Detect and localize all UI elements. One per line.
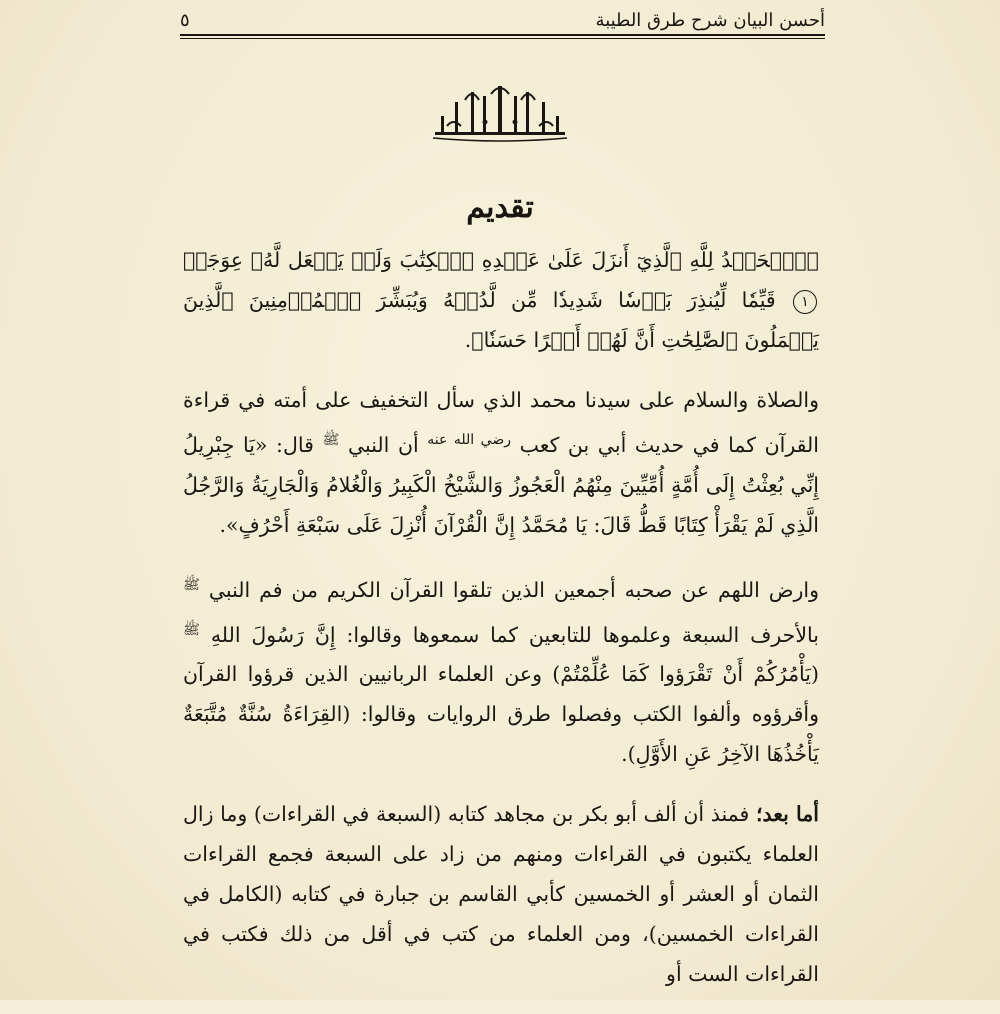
honorific-salawat: ﷺ [183,621,200,638]
running-header [180,6,825,34]
companions-text-1: وارض اللهم عن صحبه أجمعين الذين تلقوا القرآن الكريم من فم النبي [208,577,819,602]
amma-bad-paragraph [183,794,819,994]
companions-text-3: (يَأْمُرُكُمْ أَنْ تَقْرَؤوا كَمَا عُلِّمْتُمْ) وعن العلماء الربانيين الذين قرؤوا القرآن وأقرؤوه وألفوا الكتب وفصلوا طرق الروايات وقالوا: (القِرَاءَةُ سُنَّةٌ مُتَّبَعَةٌ يَأْخُذُهَا الآخِرُ عَنِ الأَوَّلِ). [183,662,819,767]
companions-paragraph [183,565,819,775]
quran-verse-paragraph [183,240,819,360]
honorific-salawat: ﷺ [183,576,200,593]
verse-text-2: قَيِّمٗا لِّيُنذِرَ بَأۡسٗا شَدِيدٗا مِّن لَّدُنۡهُ وَيُبَشِّرَ ٱلۡمُؤۡمِنِينَ ٱلَّذِينَ يَعۡمَلُونَ ٱلصَّٰلِحَٰتِ أَنَّ لَهُمۡ أَجۡرًا حَسَنٗا﴾. [183,288,819,352]
hadith-text: قال: «يَا جِبْرِيلُ إِنِّي بُعِثْتُ إِلَى أُمَّةٍ أُمِّيِّينَ مِنْهُمُ الْعَجُوزُ وَالشَّيْخُ الْكَبِيرُ وَالْغُلامُ وَالْجَارِيَةُ وَالرَّجُلُ الَّذِي لَمْ يَقْرَأْ كِتَابًا قَطُّ قَالَ: يَا مُحَمَّدُ إِنَّ الْقُرْآنَ أُنْزِلَ عَلَى سَبْعَةِ أَحْرُفٍ». [183,432,820,537]
section-heading: تقديم [466,190,534,225]
basmala-calligraphy-icon [425,82,575,144]
header-rule [180,34,825,36]
prayer-text-1: والصلاة والسلام على سيدنا محمد الذي سأل التخفيف على أمته في قراءة القرآن كما في حديث أبي بن كعب [183,388,819,457]
honorific-salawat: ﷺ [322,432,340,448]
verse-text-1: ﴿ٱلۡحَمۡدُ لِلَّهِ ٱلَّذِيٓ أَنزَلَ عَلَىٰ عَبۡدِهِ ٱلۡكِتَٰبَ وَلَمۡ يَجۡعَل لَّهُۥ عِوَجَاۜ [183,248,819,272]
body-text [183,240,819,1014]
companions-text-2: بالأحرف السبعة وعلموها للتابعين كما سمعوها وقالوا: إِنَّ رَسُولَ اللهِ [210,622,819,647]
aya-end-marker-icon: ١ [793,290,817,314]
amma-bad-lead: أما بعد؛ [755,802,819,827]
honorific-radiallah: رضي الله عنه [427,432,511,448]
page-number: ٥ [180,9,190,31]
amma-bad-text: فمنذ أن ألف أبو بكر بن مجاهد كتابه (السبعة في القراءات) وما زال العلماء يكتبون في القراءات ومنهم من زاد على السبعة فجمع القراءات الثمان أو العشر أو الخمسين كأبي القاسم بن جبارة في كتابه (الكامل في القراءات الخمسين)، ومن العلماء من كتب في أقل من ذلك فكتب في القراءات الست أو [183,802,819,987]
prayer-text-2: أن النبي [347,432,419,457]
header-title: أحسن البيان شرح طرق الطيبة [595,9,825,31]
header-rule-thin [180,38,825,39]
prayer-paragraph [183,380,819,545]
